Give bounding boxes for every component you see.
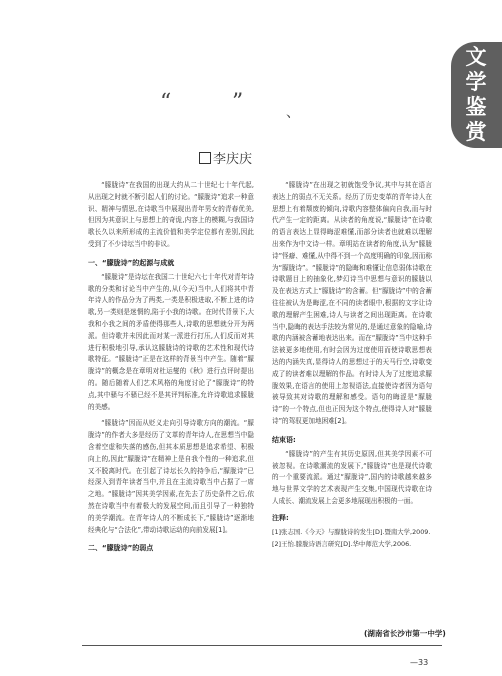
right-paragraph-2: “朦胧诗”的产生有其历史原因,但其美学因素不可被忽视。在诗歌潮流的发展下,“朦胧诗”也是现代诗歌的一个重要流派。通过“朦胧诗”,国内的诗歌越来越多地与世界文学的艺术表现产生交集,中国现代诗歌在诗人成长、潮流发展上会更多地展现出积极的一面。	[272, 449, 432, 505]
badge-char: 赏	[465, 120, 488, 144]
right-column	[272, 180, 432, 552]
left-paragraph-1: “朦胧诗”在我国的出现大约从二十世纪七十年代起,从出现之时就不断引起人们的讨论。“朦胧诗”追求一种意识、精神与情思,在诗歌当中展现出青年男女的青春优美,但因为其意识上与思想上的奇诡,内容上的模糊,与我国诗歌长久以来所形成的主流价值和美学定位都有差别,因此受到了不少诗坛当中的非议。	[88, 181, 254, 248]
title-close-quote: ”	[232, 90, 244, 115]
right-paragraph-1: “朦胧诗”在出现之初就饱受争议,其中与其在语言表达上的弱点不无关系。经历了历史变革的青年诗人在思想上有着颓废的倾向,诗歌内容整体偏向自我,而与时代产生一定的距离。从读者的角度说,“朦胧诗”在诗歌的语言表达上显得晦涩难懂,而部分读者也就难以理解出来作为中文诗一样。章明站在读者的角度,认为“朦胧诗”怪癖、难懂,从中得不到一个高度明确的印象,因而称为“朦胧诗”。“朦胧诗”的隐晦和难懂让信息弱体诗歌在诗歌题目上的抽象化,梦幻诗当中思想与意识的朦胧以及在表达方式上“朦胧诗”的含蓄。但“朦胧诗”中的含蓄往往被认为是晦涩,在不同的读者眼中,根据的文字让诗歌的理解产生困难,诗人与读者之间出现距离。在诗歌当中,隐晦的表达手法较为常见的,是通过意象的隐喻,诗歌的内涵被含蓄地表达出来。而在“朦胧诗”当中这种手法被更多地使用,有时会因为过度使用而使诗歌思想表达的内涵失真,显得诗人的思想过于的天马行空,诗歌变成了的读者难以理解的作品。有时诗人为了过度追求朦胧效果,在语言的使用上忽视语法,直接使诗者因为语句被导致其对诗歌的理解和感受。语句的晦涩是“朦胧诗”的一个特点,但也正因为这个特点,使得诗人对“朦胧诗”的驾驭更加地困难[2]。	[272, 181, 432, 425]
left-paragraph-2: “朦胧诗”是诗坛在我国二十世纪六七十年代对青年诗歌的分类和讨论当中产生的,从(今天)当中,人们将其中青年诗人的作品分为了两类,一类是积极进取,不断上进的诗歌,另一类则是迷惘的,陷于小我的诗歌。在时代背景下,大我和小我之间的矛盾使得那些人,诗歌的思想就分开为两派。但诗歌并未因此而对某一派进行打压,人们反而对其进行积极地引导,承认这朦胧诗的诗歌的艺术性和现代诗歌特征。“朦胧诗”正是在这样的背景当中产生。随着“朦胧诗”的概念是在章明对杜运燮的《秋》进行点评时提出的。随后随着人们艺术风格的角度讨论了“朦胧诗”的特点,其中骚与不骚已经不是其评判标准,允许诗歌追求朦胧的美感。	[88, 272, 254, 411]
page-number: —33	[410, 658, 429, 667]
badge-char: 文	[465, 45, 488, 69]
notes-heading: 注释:	[272, 513, 289, 522]
author-affiliation: (湖南省长沙市第一中学)	[364, 629, 446, 638]
section-heading-1: 一、“朦胧诗”的起源与成就	[88, 258, 175, 267]
footer-rule	[82, 645, 442, 646]
badge-char: 学	[465, 70, 488, 94]
badge-char: 鉴	[465, 95, 488, 119]
section-badge	[451, 42, 502, 148]
note-2: [2]王怡.朦胧诗语言研究[D].华中师范大学,2006.	[272, 540, 412, 549]
title-open-quote: “	[160, 90, 172, 115]
author-box-icon	[199, 152, 211, 164]
note-1: [1]张志国.《今天》与朦胧诗的发生[D].暨南大学,2009.	[272, 527, 431, 536]
left-paragraph-3: “朦胧诗”因而从贬义走向引导诗歌方向的潮流。“朦胧诗”的作者大多是经历了文革的青年诗人,在思想当中隐含着空虚和失落的感伤,但其本质思想是追求希望、积极向上的,因此“朦胧诗”在精神上是自我个性的一种追求,但又不脱离时代。在引起了诗坛长久的持争后,“朦胧诗”已经深入到青年读者当中,并且在主流诗歌当中占据了一席之地。“朦胧诗”因其美学因素,在先去了历史条件之后,依然在诗歌当中有着极大的发展空间,而且引导了一种独特的美学潮流。在青年诗人的不断成长下,“朦胧诗”逐渐地经典化与“合法化”,带动诗歌运动的向前发展[1]。	[88, 419, 254, 534]
article-title	[0, 90, 451, 120]
author-name: 李庆庆	[212, 152, 252, 167]
section-heading-2: 二、“朦胧诗”的弱点	[88, 544, 154, 553]
author-line	[0, 148, 451, 167]
left-column	[88, 180, 254, 557]
title-mark: 、	[286, 105, 300, 121]
conclusion-heading: 结束语:	[272, 435, 296, 444]
